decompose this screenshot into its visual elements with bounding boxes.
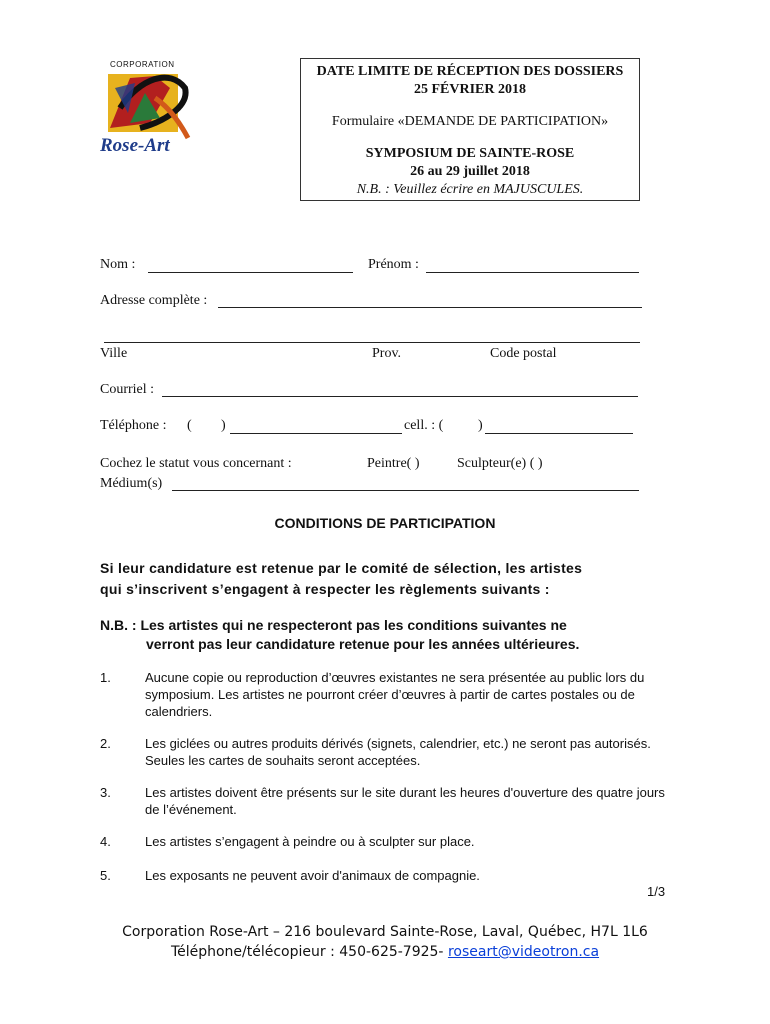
- cell-label: cell. : (: [404, 418, 444, 433]
- telephone-paren-open: (: [187, 418, 192, 433]
- medium-field[interactable]: [172, 490, 639, 491]
- intro-line-1: Si leur candidature est retenue par le comité de sélection, les artistes: [100, 560, 583, 576]
- cell-paren-close: ): [478, 418, 483, 433]
- condition-item-5: Les exposants ne peuvent avoir d'animaux de compagnie.: [145, 868, 480, 883]
- item-number: 1.: [100, 670, 111, 685]
- adresse-line-2-field[interactable]: [104, 342, 640, 343]
- rose-art-logo: [100, 60, 200, 160]
- telephone-label: Téléphone :: [100, 418, 167, 433]
- logo-corporation-text: CORPORATION: [110, 60, 175, 69]
- conditions-title: CONDITIONS DE PARTICIPATION: [274, 515, 496, 531]
- condition-item-3: Les artistes doivent être présents sur le site durant les heures d'ouverture des quatre jours de l’événement.: [145, 785, 665, 817]
- telephone-paren-close: ): [221, 418, 226, 433]
- item-number: 4.: [100, 834, 111, 849]
- prenom-label: Prénom :: [368, 257, 419, 272]
- statut-label: Cochez le statut vous concernant :: [100, 456, 292, 471]
- sculpteur-checkbox[interactable]: Sculpteur(e) ( ): [457, 456, 543, 471]
- logo-brand-text: Rose-Art: [100, 135, 170, 156]
- footer-contact: [0, 942, 770, 962]
- prov-label: Prov.: [372, 346, 402, 361]
- code-postal-label: Code postal: [490, 346, 557, 361]
- courriel-label: Courriel :: [100, 382, 155, 397]
- condition-item-1: Aucune copie ou reproduction d’œuvres existantes ne sera présentée au public lors du symposium. Les artistes ne pourront créer d’œuvres à partir de cartes postales ou de calendriers.: [145, 670, 645, 719]
- footer-phone: Téléphone/télécopieur : 450-625-7925-: [170, 944, 444, 960]
- nb-line-2: verront pas leur candidature retenue pour les années ultérieures.: [146, 636, 580, 652]
- footer-address: Corporation Rose-Art – 216 boulevard Sainte-Rose, Laval, Québec, H7L 1L6: [122, 924, 648, 940]
- telephone-field[interactable]: [230, 433, 402, 434]
- item-number: 3.: [100, 785, 111, 800]
- condition-item-2: Les giclées ou autres produits dérivés (signets, calendrier, etc.) ne seront pas autorisés. Seules les cartes de souhaits seront acceptées.: [145, 736, 651, 768]
- deadline-title: DATE LIMITE DE RÉCEPTION DES DOSSIERS: [316, 64, 624, 79]
- event-name: SYMPOSIUM DE SAINTE-ROSE: [365, 146, 575, 161]
- medium-label: Médium(s): [100, 476, 163, 491]
- condition-item-4: Les artistes s’engagent à peindre ou à sculpter sur place.: [145, 834, 475, 849]
- ville-label: Ville: [100, 346, 128, 361]
- intro-line-2: qui s’inscrivent s’engagent à respecter les règlements suivants :: [100, 581, 550, 597]
- nb-line-1: N.B. : Les artistes qui ne respecteront pas les conditions suivantes ne: [100, 617, 567, 633]
- nom-label: Nom :: [100, 257, 136, 272]
- deadline-header-box: [300, 58, 640, 201]
- adresse-field[interactable]: [218, 307, 642, 308]
- courriel-field[interactable]: [162, 396, 638, 397]
- deadline-date: 25 FÉVRIER 2018: [413, 82, 526, 97]
- prenom-field[interactable]: [426, 272, 639, 273]
- event-dates: 26 au 29 juillet 2018: [410, 164, 530, 179]
- cell-field[interactable]: [485, 433, 633, 434]
- nom-field[interactable]: [148, 272, 353, 273]
- footer-email-link[interactable]: roseart@videotron.ca: [447, 944, 600, 960]
- peintre-checkbox[interactable]: Peintre( ): [367, 456, 420, 471]
- footer: [0, 922, 770, 962]
- page-number: 1/3: [647, 884, 666, 899]
- uppercase-note: N.B. : Veuillez écrire en MAJUSCULES.: [356, 182, 584, 197]
- item-number: 5.: [100, 868, 111, 883]
- item-number: 2.: [100, 736, 111, 751]
- form-label: Formulaire «DEMANDE DE PARTICIPATION»: [331, 114, 609, 129]
- adresse-label: Adresse complète :: [100, 293, 208, 308]
